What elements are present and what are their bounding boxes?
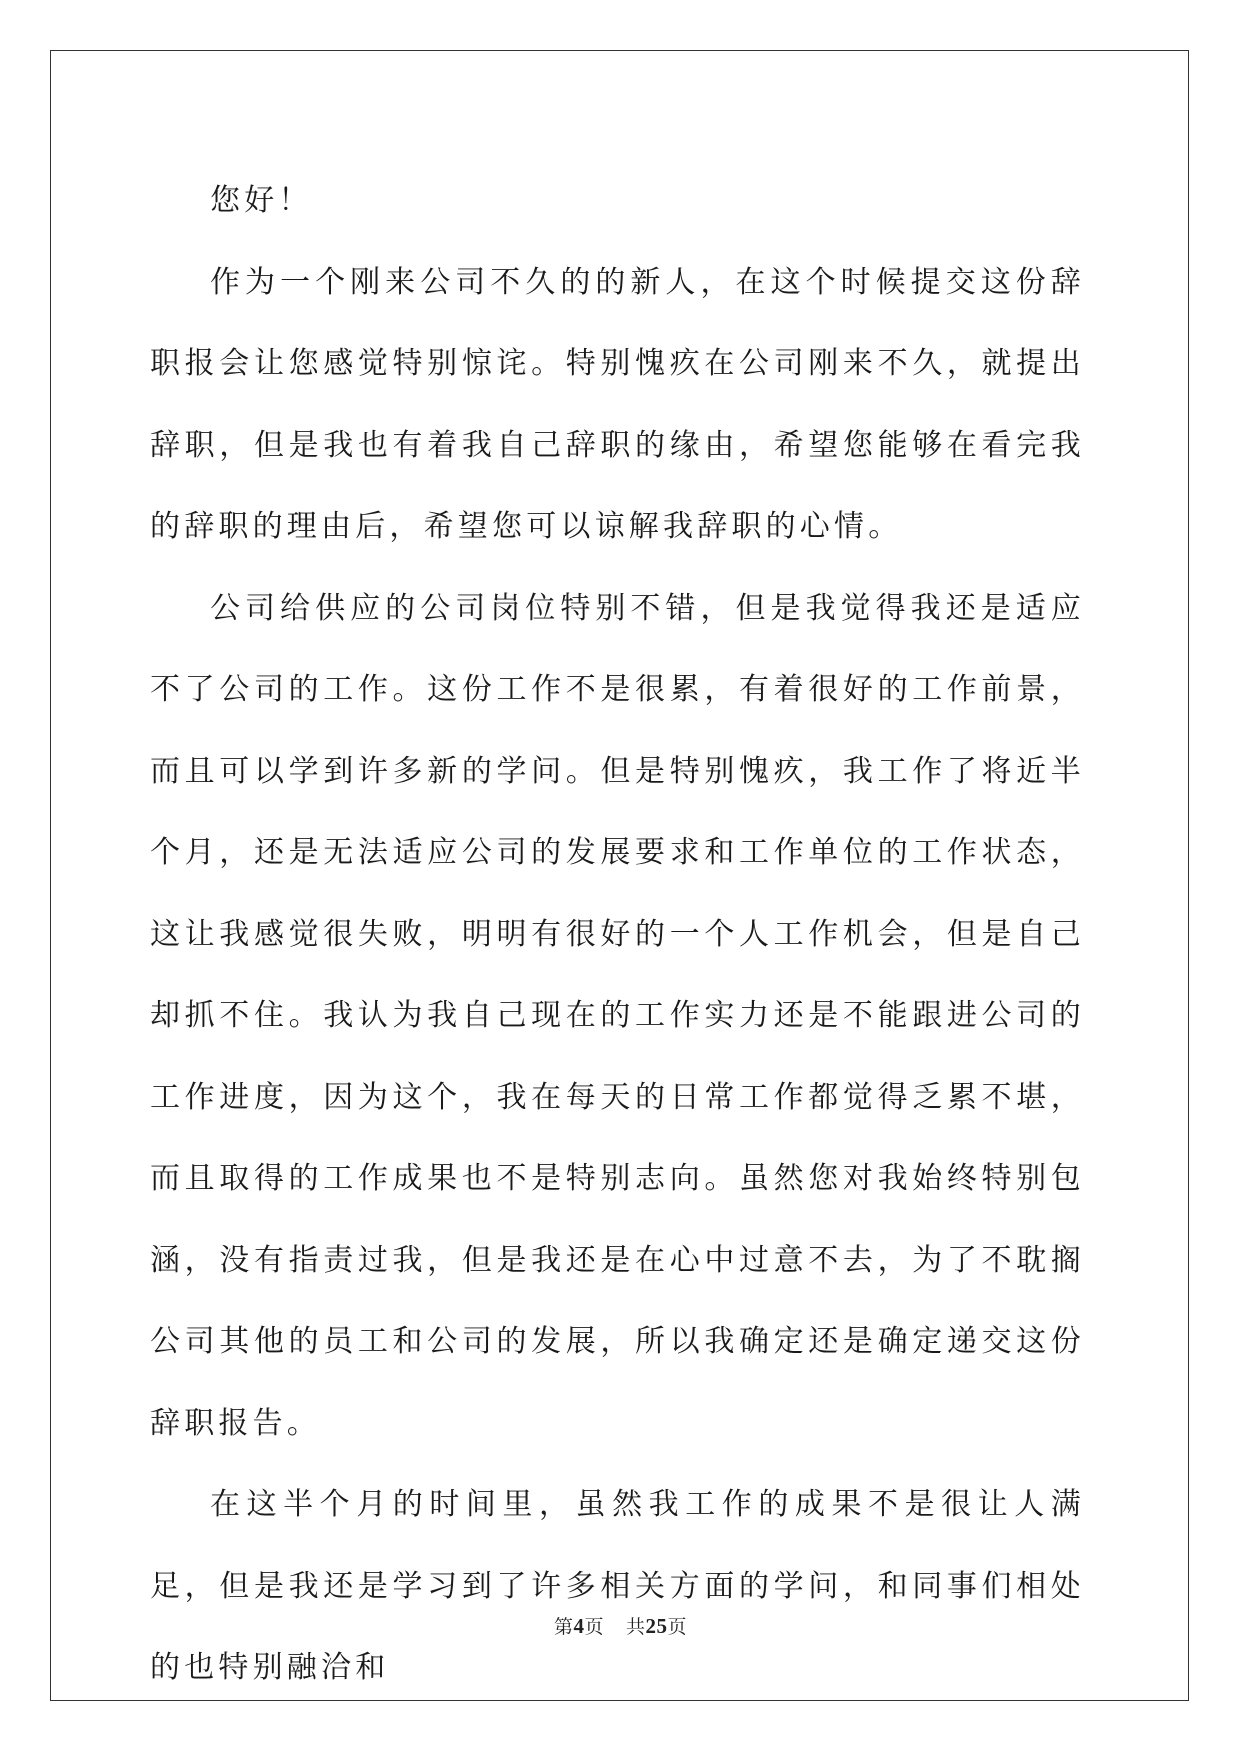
- document-body: [150, 160, 1085, 1709]
- body-paragraph-2: 公司给供应的公司岗位特别不错，但是我觉得我还是适应不了公司的工作。这份工作不是很累，有着很好的工作前景，而且可以学到许多新的学问。但是特别愧疚，我工作了将近半个月，还是无法适应公司的发展要求和工作单位的工作状态，这让我感觉很失败，明明有很好的一个人工作机会，但是自己却抓不住。我认为我自己现在的工作实力还是不能跟进公司的工作进度，因为这个，我在每天的日常工作都觉得乏累不堪，而且取得的工作成果也不是特别志向。虽然您对我始终特别包涵，没有指责过我，但是我还是在心中过意不去，为了不耽搁公司其他的员工和公司的发展，所以我确定还是确定递交这份辞职报告。: [150, 590, 1085, 1441]
- page-prefix: 第: [553, 1616, 574, 1638]
- page-suffix: 页: [584, 1616, 604, 1638]
- total-suffix: 页: [667, 1616, 688, 1638]
- body-paragraph-1: 作为一个刚来公司不久的的新人，在这个时候提交这份辞职报会让您感觉特别惊诧。特别愧疚在公司刚来不久，就提出辞职，但是我也有着我自己辞职的缘由，希望您能够在看完我的辞职的理由后，希望您可以谅解我辞职的心情。: [150, 264, 1085, 544]
- body-paragraph-3: 在这半个月的时间里，虽然我工作的成果不是很让人满足，但是我还是学习到了许多相关方面的学问，和同事们相处的也特别融洽和: [150, 1487, 1085, 1685]
- greeting-paragraph: 您好！: [210, 183, 313, 218]
- total-pages: 25: [645, 1614, 668, 1638]
- page-number: 4: [573, 1614, 585, 1638]
- total-prefix: 共: [626, 1616, 646, 1638]
- page-footer: [0, 1612, 1241, 1639]
